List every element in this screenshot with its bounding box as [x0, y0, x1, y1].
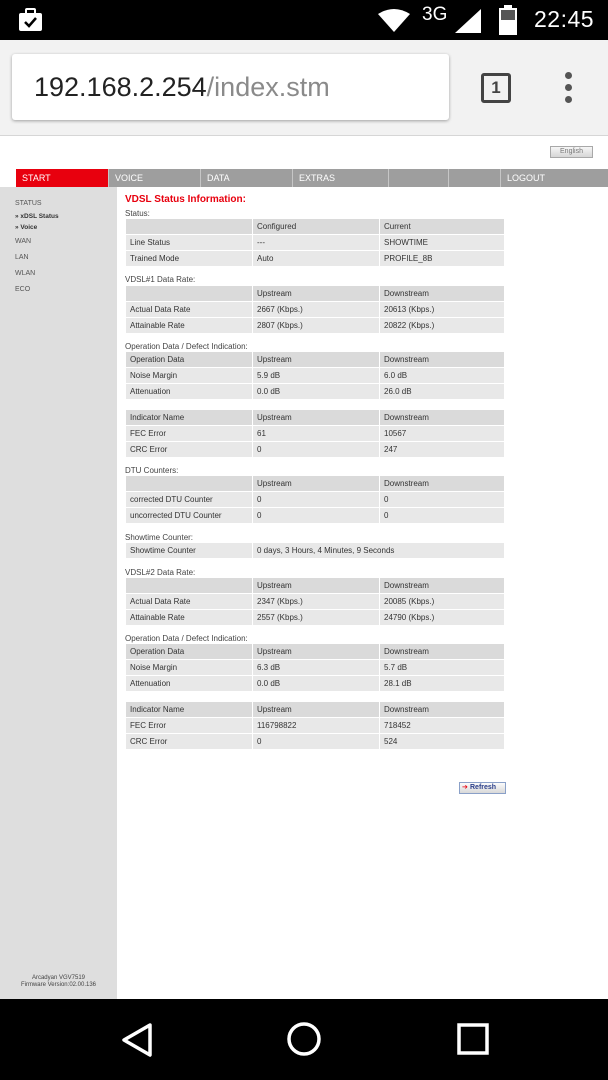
table-cell: 5.7 dB: [380, 660, 504, 675]
top-nav: [16, 169, 608, 187]
table-cell: PROFILE_8B: [380, 251, 504, 266]
battery-icon: [499, 5, 517, 35]
overflow-menu-icon[interactable]: [565, 72, 573, 106]
table-cell: Upstream: [253, 644, 379, 659]
table-cell: Showtime Counter: [126, 543, 252, 558]
section-vdsl1-op: Operation Data / Defect Indication:: [125, 342, 248, 351]
section-vdsl1-rate: VDSL#1 Data Rate:: [125, 275, 196, 284]
left-nav-wan[interactable]: WAN: [15, 238, 32, 245]
table-cell: 0: [380, 492, 504, 507]
page-title: VDSL Status Information:: [125, 194, 246, 205]
table-cell: 2807 (Kbps.): [253, 318, 379, 333]
vdsl2-rate-table: [125, 577, 505, 626]
table-row: [126, 508, 504, 523]
briefcase-check-icon: [18, 8, 43, 32]
firmware-version: Firmware Version:02.00.136: [20, 982, 97, 988]
table-cell: FEC Error: [126, 718, 252, 733]
table-cell: Indicator Name: [126, 702, 252, 717]
recents-icon[interactable]: [457, 1023, 489, 1055]
left-nav-xdsl-status[interactable]: » xDSL Status: [15, 213, 59, 220]
table-row: [126, 734, 504, 749]
table-cell: 0: [380, 508, 504, 523]
table-cell: Attenuation: [126, 384, 252, 399]
table-cell: 247: [380, 442, 504, 457]
table-cell: uncorrected DTU Counter: [126, 508, 252, 523]
left-nav-wlan[interactable]: WLAN: [15, 270, 36, 277]
table-cell: Auto: [253, 251, 379, 266]
table-cell: Upstream: [253, 702, 379, 717]
dtu-table: [125, 475, 505, 524]
left-nav-eco[interactable]: ECO: [15, 286, 31, 293]
table-row: [126, 442, 504, 457]
table-cell: 20822 (Kbps.): [380, 318, 504, 333]
table-cell: Upstream: [253, 410, 379, 425]
table-cell: 24790 (Kbps.): [380, 610, 504, 625]
table-row: [126, 251, 504, 266]
table-header-row: [126, 286, 504, 301]
table-cell: [126, 578, 252, 593]
table-cell: 6.0 dB: [380, 368, 504, 383]
table-cell: 0 days, 3 Hours, 4 Minutes, 9 Seconds: [253, 543, 504, 558]
clock: 22:45: [534, 6, 595, 32]
router-page: [0, 137, 608, 999]
table-row: [126, 235, 504, 250]
table-cell: Downstream: [380, 702, 504, 717]
table-header-row: [126, 644, 504, 659]
table-cell: 116798822: [253, 718, 379, 733]
status-table: [125, 218, 505, 267]
table-cell: Operation Data: [126, 352, 252, 367]
table-cell: Noise Margin: [126, 660, 252, 675]
table-cell: Actual Data Rate: [126, 594, 252, 609]
table-row: [126, 318, 504, 333]
section-showtime: Showtime Counter:: [125, 533, 194, 542]
table-cell: Operation Data: [126, 644, 252, 659]
table-row: [126, 718, 504, 733]
table-row: [126, 660, 504, 675]
table-row: [126, 543, 504, 558]
left-nav-lan[interactable]: LAN: [15, 254, 29, 261]
nav-blank-2: [448, 169, 500, 187]
table-cell: 28.1 dB: [380, 676, 504, 691]
table-row: [126, 302, 504, 317]
language-button[interactable]: English: [550, 146, 593, 158]
table-cell: Configured: [253, 219, 379, 234]
table-cell: Line Status: [126, 235, 252, 250]
url-host: 192.168.2.254: [34, 72, 207, 102]
url-path: /index.stm: [206, 72, 330, 102]
left-nav-voice[interactable]: » Voice: [15, 224, 38, 231]
table-header-row: [126, 702, 504, 717]
table-row: [126, 368, 504, 383]
showtime-table: [125, 542, 505, 559]
table-cell: Upstream: [253, 476, 379, 491]
table-cell: Actual Data Rate: [126, 302, 252, 317]
table-cell: Downstream: [380, 476, 504, 491]
table-cell: [126, 286, 252, 301]
section-dtu: DTU Counters:: [125, 466, 179, 475]
table-cell: Attainable Rate: [126, 610, 252, 625]
home-icon[interactable]: [286, 1021, 322, 1057]
table-header-row: [126, 352, 504, 367]
nav-data[interactable]: DATA: [200, 169, 292, 187]
nav-voice[interactable]: VOICE: [108, 169, 200, 187]
left-nav-status[interactable]: STATUS: [15, 200, 42, 207]
table-cell: Downstream: [380, 352, 504, 367]
table-cell: Noise Margin: [126, 368, 252, 383]
table-cell: 0: [253, 734, 379, 749]
table-row: [126, 594, 504, 609]
table-cell: 20613 (Kbps.): [380, 302, 504, 317]
table-cell: Trained Mode: [126, 251, 252, 266]
table-cell: 0: [253, 442, 379, 457]
table-header-row: [126, 219, 504, 234]
nav-logout[interactable]: LOGOUT: [500, 169, 608, 187]
table-cell: Upstream: [253, 352, 379, 367]
table-cell: corrected DTU Counter: [126, 492, 252, 507]
network-type-label: 3G: [422, 4, 448, 25]
refresh-button[interactable]: ➔ Refresh: [459, 782, 506, 794]
section-vdsl2-rate: VDSL#2 Data Rate:: [125, 568, 196, 577]
table-cell: CRC Error: [126, 442, 252, 457]
table-cell: 10567: [380, 426, 504, 441]
table-header-row: [126, 476, 504, 491]
table-cell: ---: [253, 235, 379, 250]
table-header-row: [126, 410, 504, 425]
table-cell: 20085 (Kbps.): [380, 594, 504, 609]
vdsl1-rate-table: [125, 285, 505, 334]
table-cell: 61: [253, 426, 379, 441]
section-status: Status:: [125, 209, 150, 218]
browser-toolbar: [0, 40, 608, 136]
url-text[interactable]: [34, 72, 330, 103]
vdsl1-error-table: [125, 409, 505, 458]
table-cell: Downstream: [380, 578, 504, 593]
table-row: [126, 676, 504, 691]
table-cell: SHOWTIME: [380, 235, 504, 250]
device-model: Arcadyan VGV7519: [31, 975, 86, 981]
table-cell: 6.3 dB: [253, 660, 379, 675]
vdsl2-op-table: [125, 643, 505, 692]
nav-start[interactable]: START: [16, 169, 108, 187]
table-cell: Attainable Rate: [126, 318, 252, 333]
table-cell: Upstream: [253, 286, 379, 301]
nav-blank-1: [388, 169, 448, 187]
table-cell: 0: [253, 508, 379, 523]
back-icon[interactable]: [120, 1022, 154, 1058]
vdsl2-error-table: [125, 701, 505, 750]
table-cell: 5.9 dB: [253, 368, 379, 383]
table-cell: 26.0 dB: [380, 384, 504, 399]
table-cell: FEC Error: [126, 426, 252, 441]
table-cell: Downstream: [380, 286, 504, 301]
table-cell: 524: [380, 734, 504, 749]
android-status-bar: [0, 0, 608, 40]
table-row: [126, 492, 504, 507]
table-cell: Downstream: [380, 410, 504, 425]
table-cell: Indicator Name: [126, 410, 252, 425]
section-vdsl2-op: Operation Data / Defect Indication:: [125, 634, 248, 643]
table-cell: [126, 476, 252, 491]
table-cell: 0.0 dB: [253, 384, 379, 399]
table-row: [126, 610, 504, 625]
table-cell: 2557 (Kbps.): [253, 610, 379, 625]
cell-signal-icon: [455, 9, 481, 33]
nav-extras[interactable]: EXTRAS: [292, 169, 388, 187]
table-cell: 718452: [380, 718, 504, 733]
android-nav-bar: [0, 999, 608, 1080]
tab-switcher-button[interactable]: 1: [481, 73, 511, 103]
table-row: [126, 426, 504, 441]
table-cell: 0.0 dB: [253, 676, 379, 691]
table-cell: 0: [253, 492, 379, 507]
table-header-row: [126, 578, 504, 593]
table-cell: [126, 219, 252, 234]
table-cell: Current: [380, 219, 504, 234]
table-row: [126, 384, 504, 399]
address-bar[interactable]: [12, 54, 449, 120]
vdsl1-op-table: [125, 351, 505, 400]
table-cell: Downstream: [380, 644, 504, 659]
left-nav: [0, 187, 117, 999]
table-cell: Upstream: [253, 578, 379, 593]
wifi-icon: [378, 9, 410, 33]
table-cell: 2347 (Kbps.): [253, 594, 379, 609]
table-cell: CRC Error: [126, 734, 252, 749]
table-cell: 2667 (Kbps.): [253, 302, 379, 317]
table-cell: Attenuation: [126, 676, 252, 691]
